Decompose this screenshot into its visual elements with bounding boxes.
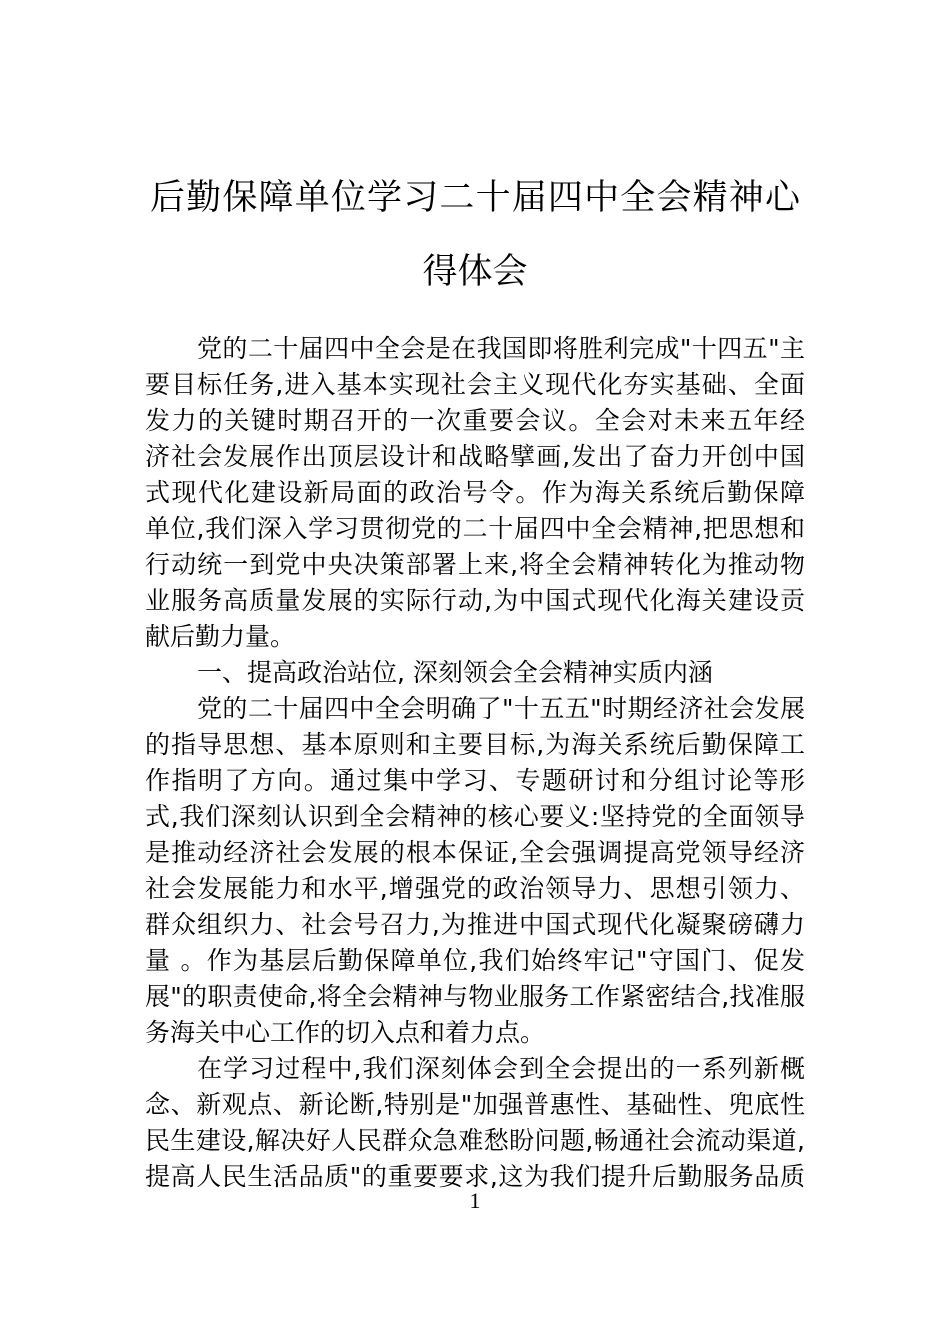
document-body [145, 331, 805, 1195]
text-line: 务海关中心工作的切入点和着力点。 [145, 1018, 546, 1047]
text-line: 一、提高政治站位, 深刻领会全会精神实质内涵 [197, 658, 713, 687]
text-line: 念、新观点、新论断,特别是"加强普惠性、基础性、兜底性 [145, 1090, 805, 1119]
text-line: 提高人民生活品质"的重要要求,这为我们提升后勤服务品质 [145, 1162, 805, 1191]
text-line: 济社会发展作出顶层设计和战略擘画,发出了奋力开创中国 [145, 442, 805, 471]
text-line: 党的二十届四中全会明确了"十五五"时期经济社会发展 [197, 694, 805, 723]
text-line: 发力的关键时期召开的一次重要会议。全会对未来五年经 [145, 406, 805, 435]
text-line: 在学习过程中,我们深刻体会到全会提出的一系列新概 [197, 1054, 805, 1083]
text-line: 是推动经济社会发展的根本保证,全会强调提高党领导经济 [145, 838, 805, 867]
text-line: 式现代化建设新局面的政治号令。作为海关系统后勤保障 [145, 478, 805, 507]
text-line: 民生建设,解决好人民群众急难愁盼问题,畅通社会流动渠道, [145, 1126, 805, 1155]
text-line: 展"的职责使命,将全会精神与物业服务工作紧密结合,找准服 [145, 982, 805, 1011]
document-title-line-1: 后勤保障单位学习二十届四中全会精神心 [150, 178, 800, 218]
text-line: 献后勤力量。 [145, 622, 296, 651]
text-line: 要目标任务,进入基本实现社会主义现代化夯实基础、全面 [145, 370, 805, 399]
text-line: 量 。作为基层后勤保障单位,我们始终牢记"守国门、促发 [145, 946, 805, 975]
text-line: 单位,我们深入学习贯彻党的二十届四中全会精神,把思想和 [145, 514, 805, 543]
text-line: 业服务高质量发展的实际行动,为中国式现代化海关建设贡 [145, 586, 805, 615]
paragraph [145, 691, 805, 1051]
text-line: 群众组织力、社会号召力,为推进中国式现代化凝聚磅礴力 [145, 910, 805, 939]
text-line: 行动统一到党中央决策部署上来,将全会精神转化为推动物 [145, 550, 805, 579]
paragraph [145, 1051, 805, 1195]
text-line: 作指明了方向。通过集中学习、专题研讨和分组讨论等形 [145, 766, 805, 795]
text-line: 的指导思想、基本原则和主要目标,为海关系统后勤保障工 [145, 730, 805, 759]
text-line: 党的二十届四中全会是在我国即将胜利完成"十四五"主 [197, 334, 805, 363]
paragraph [145, 331, 805, 655]
section-heading [145, 655, 805, 691]
page-number: 1 [469, 1188, 481, 1213]
text-line: 式,我们深刻认识到全会精神的核心要义:坚持党的全面领导 [145, 802, 805, 831]
text-line: 社会发展能力和水平,增强党的政治领导力、思想引领力、 [145, 874, 805, 903]
document-title-line-2: 得体会 [422, 252, 528, 292]
